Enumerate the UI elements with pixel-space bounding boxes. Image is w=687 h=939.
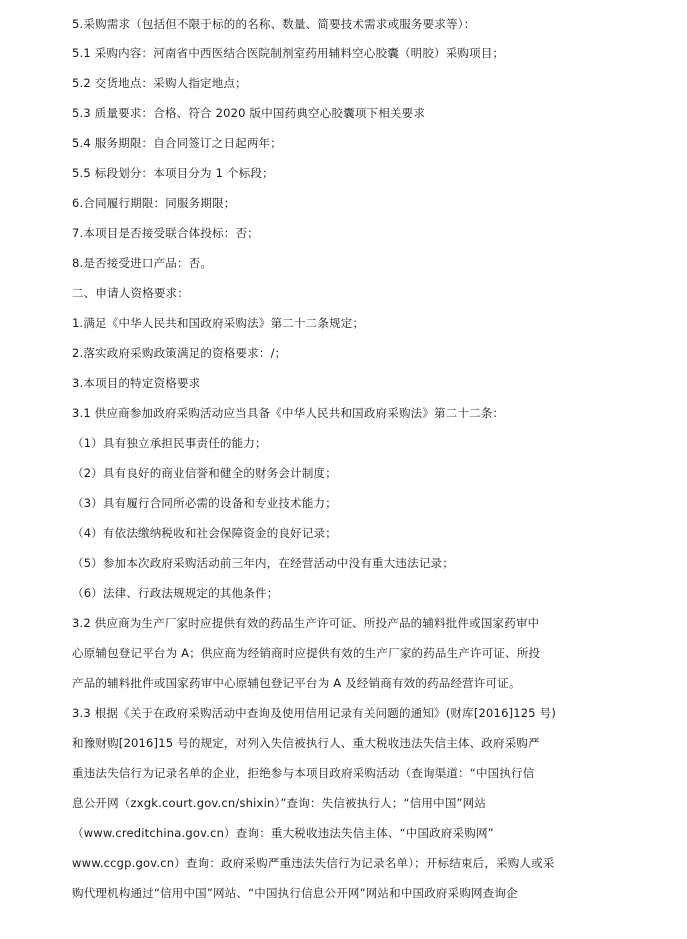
req-3-2-line-2: 心原辅包登记平台为 A；供应商为经销商时应提供有效的生产厂家的药品生产许可证、所投 — [72, 646, 541, 660]
item-5-4-service-period: 5.4 服务期限：自合同签订之日起两年； — [72, 136, 282, 150]
item-6-contract-period: 6.合同履行期限：同服务期限； — [72, 196, 236, 210]
item-5-2-delivery: 5.2 交货地点：采购人指定地点； — [72, 76, 247, 90]
item-7-consortium: 7.本项目是否接受联合体投标：否； — [72, 226, 259, 240]
section-2-heading: 二、申请人资格要求： — [72, 286, 189, 300]
req-3-1-a: （1）具有独立承担民事责任的能力； — [72, 436, 267, 450]
req-3-2-line-3: 产品的辅料批件或国家药审中心原辅包登记平台为 A 及经销商有效的药品经营许可证。 — [72, 676, 521, 690]
req-3-1: 3.1 供应商参加政府采购活动应当具备《中华人民共和国政府采购法》第二十二条： — [72, 406, 505, 420]
req-3-1-d: （4）有依法缴纳税收和社会保障资金的良好记录； — [72, 526, 337, 540]
req-3-heading: 3.本项目的特定资格要求 — [72, 376, 201, 390]
req-1: 1.满足《中华人民共和国政府采购法》第二十二条规定； — [72, 316, 365, 330]
req-3-3-line-5: （www.creditchina.gov.cn）查询：重大税收违法失信主体、“中国政府采购网” — [72, 826, 494, 840]
item-5-5-lots: 5.5 标段划分：本项目分为 1 个标段； — [72, 166, 274, 180]
req-3-3-line-7: 购代理机构通过“信用中国”网站、“中国执行信息公开网”网站和中国政府采购网查询企 — [72, 886, 518, 900]
item-5-3-quality: 5.3 质量要求：合格、符合 2020 版中国药典空心胶囊项下相关要求 — [72, 106, 426, 120]
req-3-3-line-1: 3.3 根据《关于在政府采购活动中查询及使用信用记录有关问题的通知》(财库[2016]125 号) — [72, 706, 557, 720]
req-3-1-f: （6）法律、行政法规规定的其他条件； — [72, 586, 279, 600]
req-3-2-line-1: 3.2 供应商为生产厂家时应提供有效的药品生产许可证、所投产品的辅料批件或国家药审中 — [72, 616, 540, 630]
req-2: 2.落实政府采购政策满足的资格要求：/； — [72, 346, 287, 360]
req-3-1-b: （2）具有良好的商业信誉和健全的财务会计制度； — [72, 466, 337, 480]
req-3-3-line-2: 和豫财购[2016]15 号的规定，对列入失信被执行人、重大税收违法失信主体、政府采购严 — [72, 736, 540, 750]
item-5-1-content: 5.1 采购内容：河南省中西医结合医院制剂室药用辅料空心胶囊（明胶）采购项目； — [72, 46, 505, 60]
section-5-heading: 5.采购需求（包括但不限于标的的名称、数量、简要技术需求或服务要求等）： — [72, 17, 476, 31]
req-3-3-line-6: www.ccgp.gov.cn）查询：政府采购严重违法失信行为记录名单）；开标结束后，采购人或采 — [72, 856, 555, 870]
req-3-3-line-3: 重违法失信行为记录名单的企业，拒绝参与本项目政府采购活动（查询渠道：“中国执行信 — [72, 766, 535, 780]
req-3-1-c: （3）具有履行合同所必需的设备和专业技术能力； — [72, 496, 337, 510]
req-3-3-line-4: 息公开网（zxgk.court.gov.cn/shixin）”查询：失信被执行人；“信用中国”网站 — [72, 796, 487, 810]
req-3-1-e: （5）参加本次政府采购活动前三年内，在经营活动中没有重大违法记录； — [72, 556, 454, 570]
item-8-imports: 8.是否接受进口产品：否。 — [72, 256, 213, 270]
